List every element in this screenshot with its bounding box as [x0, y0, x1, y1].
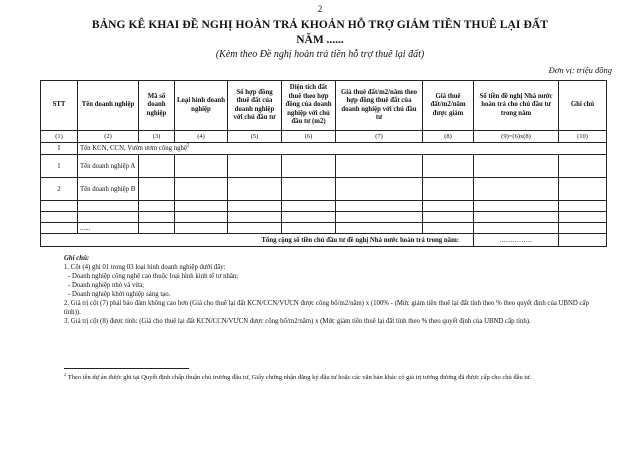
header-cell: Số tiền đề nghị Nhà nước hoàn trả cho chủ đầu tư trong năm	[474, 81, 559, 131]
column-number: (2)	[78, 131, 139, 143]
declaration-table	[40, 80, 607, 247]
document-title: BẢNG KÊ KHAI ĐỀ NGHỊ HOÀN TRẢ KHOẢN HỖ TRỢ GIẢM TIỀN THUÊ LẠI ĐẤT	[91, 19, 549, 31]
row-stt: 2	[41, 178, 78, 201]
column-number: (10)	[559, 131, 607, 143]
page-number: 2	[317, 4, 323, 14]
table-row	[41, 223, 607, 234]
unit-label: Đơn vị: triệu đồng	[548, 65, 612, 75]
row-company-name: Tên doanh nghiệp A	[78, 155, 139, 178]
header-cell: Mã số doanh nghiệp	[139, 81, 175, 131]
column-number: (1)	[41, 131, 78, 143]
note-item: 3. Giá trị cột (8) được tính: (Giá cho thuê lại đất KCN/CCN/VƯCN được công bố/m2/năm) x (Mức giảm tiền thuê lại đất tính theo % theo quyết định của UBND cấp tỉnh).	[64, 318, 531, 326]
footnote	[64, 373, 604, 382]
footnote-divider	[64, 368, 189, 369]
note-item: - Doanh nghiệp khởi nghiệp sáng tạo.	[68, 291, 171, 299]
group-row	[41, 143, 607, 155]
group-stt: I	[41, 143, 78, 155]
note-item: 2. Giá trị cột (7) phải bảo đảm không cao hơn (Giá cho thuê lại đất KCN/CCN/VƯCN được công bố/m2/năm) x (100% - (Mức giảm tiền thuê lại đất tính theo % theo quyết định của UBND cấp tỉnh)).	[64, 300, 589, 317]
table-row	[41, 155, 607, 178]
header-cell: Ghi chú	[559, 81, 607, 131]
footnote-marker: 2	[64, 371, 67, 377]
header-cell: Giá thuê đất/m2/năm theo hợp đồng thuê đất của doanh nghiệp với chủ đầu tư	[336, 81, 423, 131]
header-cell: Tên doanh nghiệp	[78, 81, 139, 131]
column-number: (3)	[139, 131, 175, 143]
header-cell: Giá thuê đất/m2/năm được giảm	[423, 81, 474, 131]
column-number: (9)=(6)x(8)	[474, 131, 559, 143]
notes-title: Ghi chú:	[64, 255, 90, 262]
note-item: - Doanh nghiệp công nghệ cao thuộc loại hình kinh tế tư nhân;	[68, 273, 239, 281]
total-label: Tổng cộng số tiền chủ đầu tư đề nghị Nhà nước hoàn trả trong năm:	[41, 234, 474, 247]
ellipsis-cell: ......	[78, 223, 139, 234]
column-number: (4)	[175, 131, 228, 143]
column-number: (7)	[336, 131, 423, 143]
footnote-text: Theo tên dự án được ghi tại Quyết định chấp thuận chủ trương đầu tư, Giấy chứng nhận đăng ký đầu tư hoặc các văn bản khác có giá trị tương đương đã được cấp cho chủ đầu tư.	[67, 374, 532, 381]
table-header-row	[41, 81, 607, 131]
header-cell: Loại hình doanh nghiệp	[175, 81, 228, 131]
table-row	[41, 212, 607, 223]
total-row	[41, 234, 607, 247]
header-cell: Số hợp đồng thuê đất của doanh nghiệp với chủ đầu tư	[228, 81, 282, 131]
table-row	[41, 201, 607, 212]
column-number-row	[41, 131, 607, 143]
table-row	[41, 178, 607, 201]
column-number: (5)	[228, 131, 282, 143]
note-item: 1. Cột (4) ghi 01 trong 03 loại hình doanh nghiệp dưới đây:	[64, 264, 226, 272]
header-cell: STT	[41, 81, 78, 131]
column-number: (6)	[282, 131, 336, 143]
row-stt: 1	[41, 155, 78, 178]
note-item: - Doanh nghiệp nhỏ và vừa;	[68, 282, 144, 290]
total-value: ...............	[474, 234, 559, 247]
column-number: (8)	[423, 131, 474, 143]
group-name: Tên KCN, CCN, Vườn ươm công nghệ$^2$	[78, 143, 607, 155]
row-company-name: Tên doanh nghiệp B	[78, 178, 139, 201]
document-title-year: NĂM ......	[296, 34, 344, 46]
header-cell: Diện tích đất thuê theo hợp đồng của doanh nghiệp với chủ đầu tư (m2)	[282, 81, 336, 131]
document-subtitle: (Kèm theo Đề nghị hoàn trả tiền hỗ trợ thuê lại đất)	[215, 49, 425, 60]
notes-section	[64, 254, 604, 326]
